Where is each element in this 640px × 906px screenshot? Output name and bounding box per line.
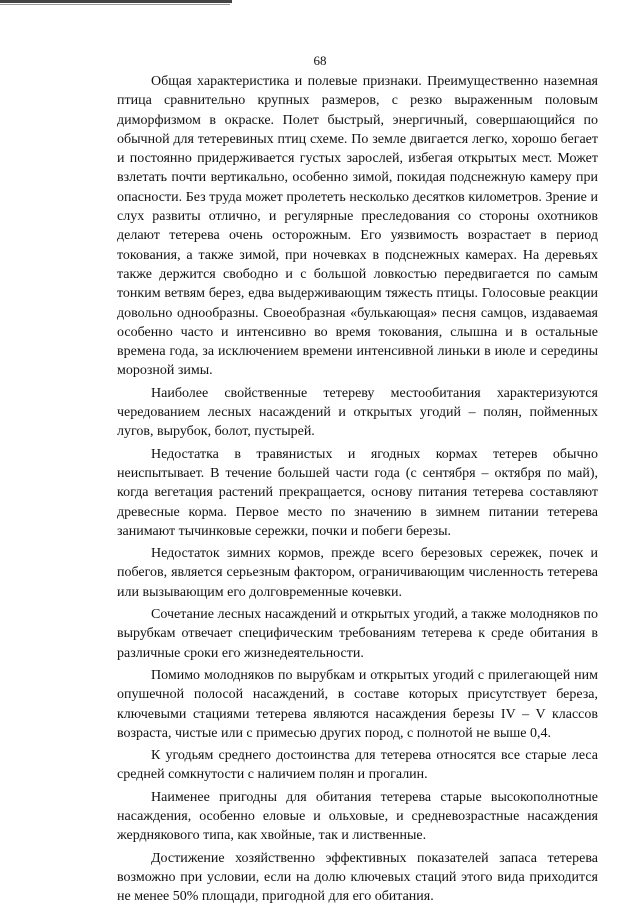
paragraph-habitat-combination: Сочетание лесных насаждений и открытых угодий, а также молодняков по вырубкам отвечает специфическим требованиям тетерева к среде обитания в различные сроки его жизнедеятельности. [117,607,598,661]
paragraph-winter-food-shortage: Недостаток зимних кормов, прежде всего березовых сережек, почек и побегов, является серьезным фактором, ограничивающим численность тетерева или вызывающим его долговременные кочевки. [117,546,598,600]
document-body [117,72,598,906]
scan-top-rule-thin [0,4,230,5]
page-number: 68 [313,53,327,68]
paragraph-medium-grounds: К угодьям среднего достоинства для тетерева относятся все старые леса средней сомкнутости с наличием полян и прогалин. [117,748,598,783]
paragraph-general-characteristics: Общая характеристика и полевые признаки. Преимущественно наземная птица сравнительно крупных размеров, с резко выраженным половым диморфизмом в окраске. Полет быстрый, энергичный, совершающийся по обычной для тетеревиных птиц схеме. По земле двигается легко, хорошо бегает и постоянно придерживается густых зарослей, избегая открытых мест. Может взлетать почти вертикально, особенно зимой, покидая подснежную камеру при опасности. Без труда может пролететь несколько десятков километров. Зрение и слух развиты отлично, и регулярные преследования со стороны охотников делают тетерева очень осторожным. Его уязвимость возрастает в период токования, а также зимой, при ночевках в подснежных камерах. На деревьях также держится свободно и с большой ловкостью передвигается по самым тонким ветвям берез, едва выдерживающим тяжесть птицы. Голосовые реакции довольно однообразны. Своеобразная «булькающая» песня самцов, издаваемая особенно часто и интенсивно во время токования, слышна и в остальные времена года, за исключением времени интенсивной линьки в июле и середины морозной зимы. [117,74,598,379]
scan-top-rule [0,0,232,3]
paragraph-habitats: Наиболее свойственные тетереву местообитания характеризуются чередованием лесных насаждений и открытых угодий – полян, пойменных лугов, вырубок, болот, пустырей. [117,385,598,440]
paragraph-least-suitable: Наименее пригодны для обитания тетерева старые высокополнотные насаждения, особенно еловые и ольховые, и средневозрастные насаждения жерднякового типа, как хвойные, так и лиственные. [117,789,598,844]
paragraph-stock-indicators: Достижение хозяйственно эффективных показателей запаса тетерева возможно при условии, если на долю ключевых стаций этого вида приходится не менее 50% площади, пригодной для его обитания. [117,850,598,905]
paragraph-key-stations: Помимо молодняков по вырубкам и открытых угодий с прилегающей ним опушечной полосой насаждений, в составе которых присутствует береза, ключевыми стациями тетерева являются насаждения березы IV – V классов возраста, чистые или с примесью других пород, с полнотой не выше 0,4. [117,667,598,741]
paragraph-feeding: Недостатка в травянистых и ягодных кормах тетерев обычно неиспытывает. В течение большей части года (с сентября – октября по май), когда вегетация растений прекращается, основу питания тетерева составляют древесные корма. Первое место по значению в зимнем питании тетерева занимают тычинковые сережки, почки и побеги березы. [117,446,598,539]
